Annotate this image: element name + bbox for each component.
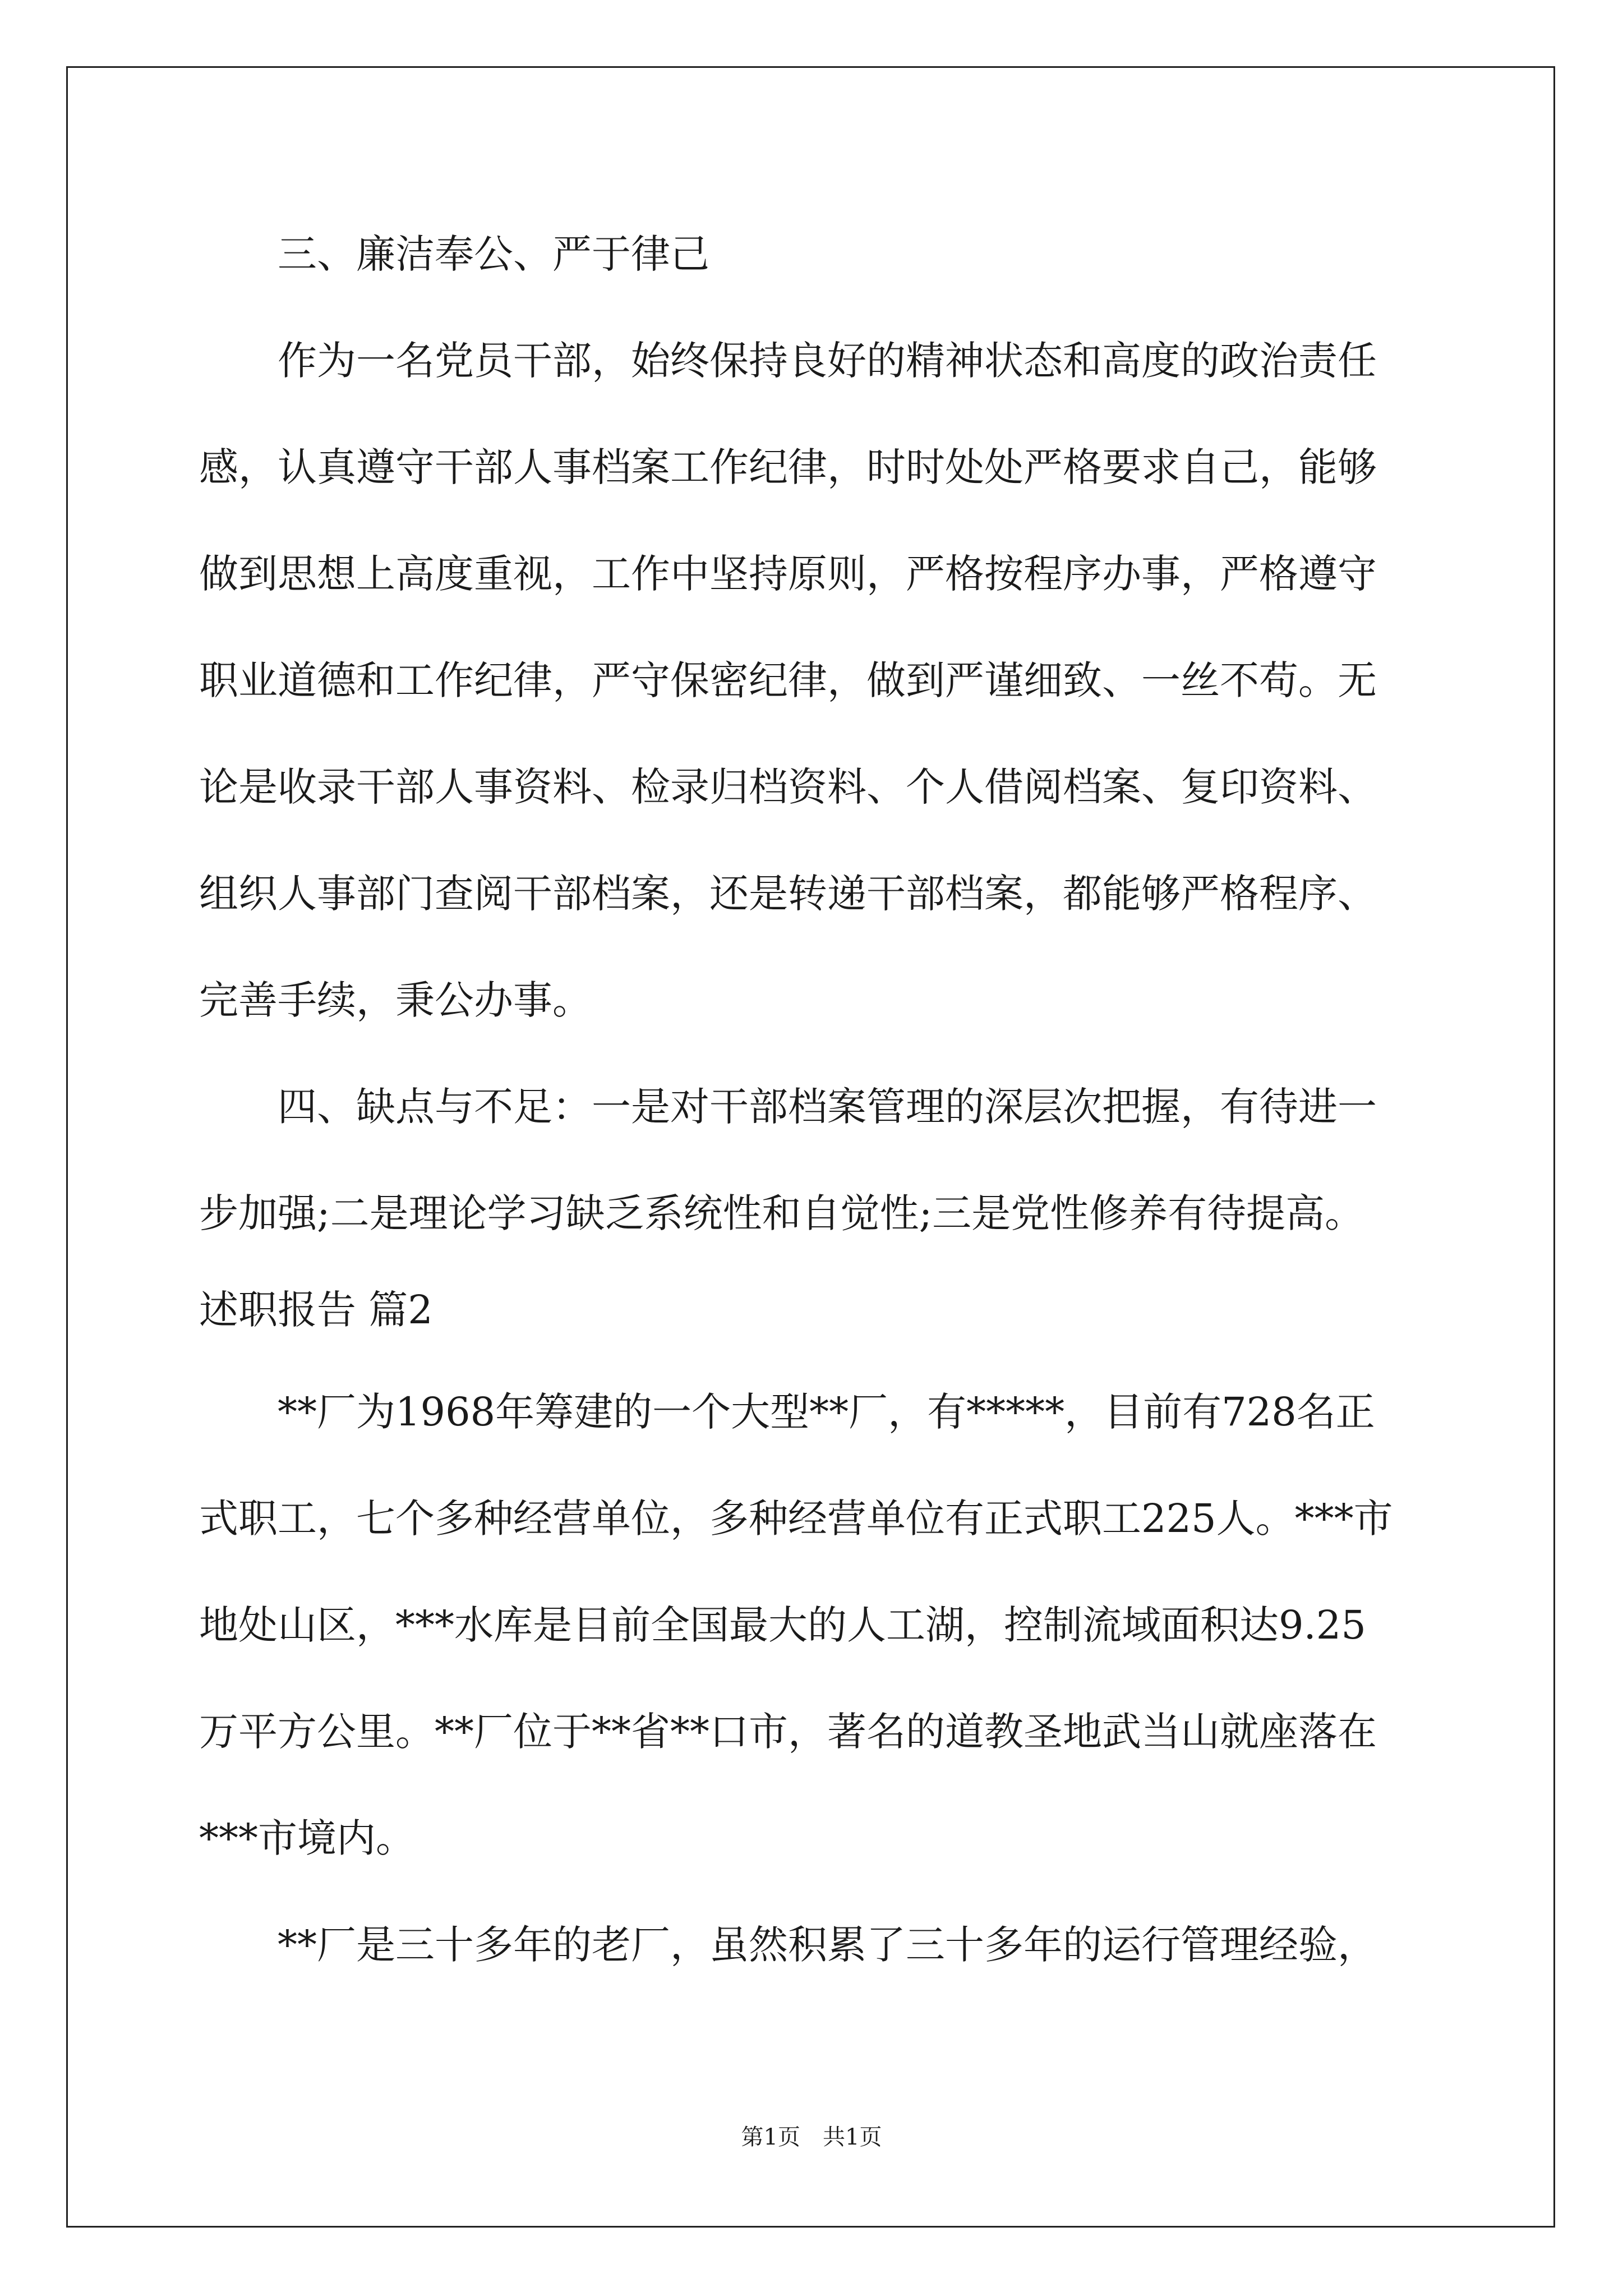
text-line: **厂是三十多年的老厂，虽然积累了三十多年的运行管理经验， [199, 1922, 1377, 1968]
text-line: 感，认真遵守干部人事档案工作纪律，时时处处严格要求自己，能够 [199, 444, 1377, 490]
text-line: 万平方公里。**厂位于**省**口市，著名的道教圣地武当山就座落在 [199, 1709, 1377, 1755]
text-line: 四、缺点与不足：一是对干部档案管理的深层次把握，有待进一 [199, 1084, 1377, 1130]
section-heading: 三、廉洁奉公、严于律己 [199, 231, 709, 277]
text-line: 完善手续，秉公办事。 [199, 977, 592, 1023]
page-footer: 第1页 共1页 [741, 2124, 882, 2150]
text-line: **厂为1968年筹建的一个大型**厂，有*****，目前有728名正 [199, 1389, 1375, 1435]
text-line: ***市境内。 [199, 1815, 415, 1861]
text-line: 步加强;二是理论学习缺乏系统性和自觉性;三是党性修养有待提高。 [199, 1190, 1364, 1236]
text-line: 作为一名党员干部，始终保持良好的精神状态和高度的政治责任 [199, 338, 1377, 384]
text-line: 做到思想上高度重视，工作中坚持原则，严格按程序办事，严格遵守 [199, 551, 1377, 597]
page-border [66, 66, 1555, 2228]
report-section-title: 述职报告 篇2 [199, 1287, 433, 1333]
text-line: 职业道德和工作纪律，严守保密纪律，做到严谨细致、一丝不苟。无 [199, 657, 1377, 703]
text-line: 式职工，七个多种经营单位，多种经营单位有正式职工225人。***市 [199, 1496, 1393, 1542]
text-line: 组织人事部门查阅干部档案，还是转递干部档案，都能够严格程序、 [199, 871, 1377, 917]
text-line: 地处山区，***水库是目前全国最大的人工湖，控制流域面积达9.25 [199, 1602, 1366, 1648]
text-line: 论是收录干部人事资料、检录归档资料、个人借阅档案、复印资料、 [199, 764, 1377, 810]
